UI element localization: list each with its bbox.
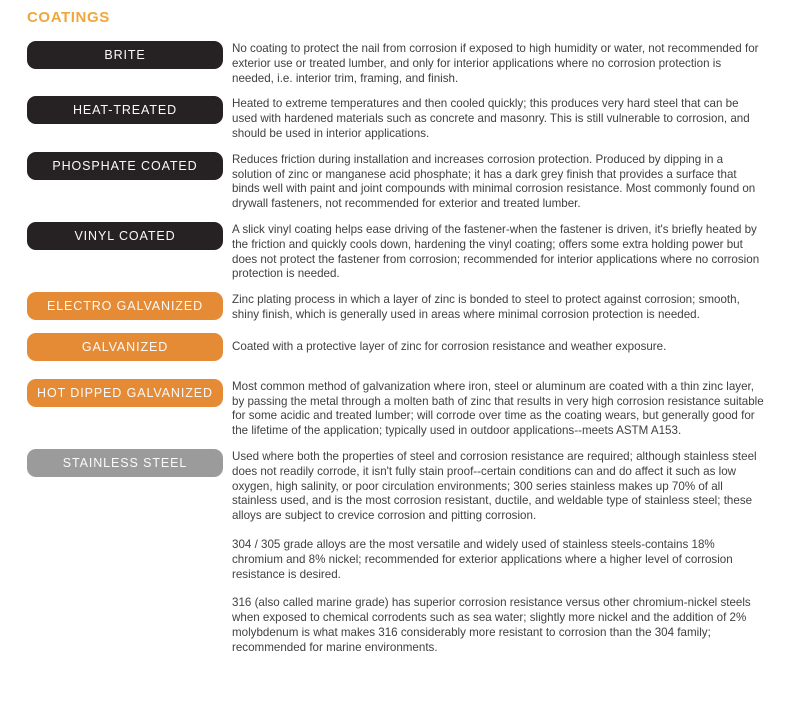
coating-badge-stainless-steel: STAINLESS STEEL [27,449,223,477]
coating-description-hot-dipped-galvanized [232,379,765,439]
coating-description-brite [232,41,765,86]
coating-row-heat-treated [27,96,765,141]
coating-badge-phosphate-coated: PHOSPHATE COATED [27,152,223,180]
coating-badge-brite: BRITE [27,41,223,69]
coating-badge-electro-galvanized: ELECTRO GALVANIZED [27,292,223,320]
description-paragraph: 304 / 305 grade alloys are the most versatile and widely used of stainless steels-contains 18% chromium and 8% nickel; recommended for exterior applications where a higher level of corrosion resistance is desired. [232,537,733,581]
coating-row-phosphate-coated [27,152,765,212]
coating-row-brite [27,41,765,86]
coating-badge-hot-dipped-galvanized: HOT DIPPED GALVANIZED [27,379,223,407]
coating-row-galvanized [27,333,765,361]
description-paragraph: Heated to extreme temperatures and then cooled quickly; this produces very hard steel that can be used with hardened materials such as concrete and masonry. This is still vulnerable to corrosion, and should be used in interior applications. [232,97,750,140]
description-paragraph: Most common method of galvanization where iron, steel or aluminum are coated with a thin zinc layer, by passing the metal through a molten bath of zinc that results in very high corrosion resistance suitable for some acidic and treated lumber; will corrode over time as the coating wears, but generally good for the lifetime of the application; typically used in outdoor applications--meets ASTM A153. [232,379,764,438]
description-paragraph: Used where both the properties of steel and corrosion resistance are required; although stainless steel does not readily corrode, it isn't fully stain proof--certain conditions can and do affect it such as low oxygen, high salinity, or poor circulation environments; 300 series stainless makes up 70% of all stainless used, and is the most corrosion resistant, ductile, and weldable type of stainless steel; these alloys are subject to crevice corrosion and pitting corrosion. [232,449,757,523]
description-paragraph: Zinc plating process in which a layer of zinc is bonded to steel to protect against corrosion; smooth, shiny finish, which is generally used in areas where minimal corrosion protection is needed. [232,293,740,321]
coating-description-galvanized [232,339,765,355]
coating-row-electro-galvanized [27,292,765,323]
coating-description-electro-galvanized [232,292,765,323]
coating-description-vinyl-coated [232,222,765,282]
coating-badge-heat-treated: HEAT-TREATED [27,96,223,124]
description-paragraph: 316 (also called marine grade) has superior corrosion resistance versus other chromium-nickel steels when exposed to chemical corrodents such as sea water; slightly more nickel and the addition of 2% molybdenum is what makes 316 considerably more resistant to corrosion than the 304 family; recommended for marine environments. [232,596,751,654]
description-paragraph: Reduces friction during installation and increases corrosion protection. Produced by dipping in a solution of zinc or manganese acid phosphate; it has a dark grey finish that provides a surface that binds well with paint and joint compounds with minimal corrosion resistance. Most commonly found on drywall fasteners, not recommended for exterior and treated lumber. [232,152,756,211]
coating-badge-galvanized: GALVANIZED [27,333,223,361]
coating-row-vinyl-coated [27,222,765,282]
description-paragraph: No coating to protect the nail from corrosion if exposed to high humidity or water, not recommended for exterior use or treated lumber, and only for interior applications where no corrosion protection is needed, i.e. interior trim, framing, and finish. [232,42,759,85]
description-paragraph: A slick vinyl coating helps ease driving of the fastener-when the fastener is driven, it's briefly heated by the friction and quickly cools down, hardening the vinyl coating; offers some extra holding power but does not protect the fastener from corrosion; recommended for interior applications where no corrosion protection is needed. [232,222,760,281]
coating-description-phosphate-coated [232,152,765,212]
coating-description-heat-treated [232,96,765,141]
description-paragraph: Coated with a protective layer of zinc for corrosion resistance and weather exposure. [232,339,667,353]
page-title: COATINGS [27,9,110,26]
coating-description-stainless-steel [232,449,765,656]
coating-badge-vinyl-coated: VINYL COATED [27,222,223,250]
coating-row-hot-dipped-galvanized [27,379,765,439]
coating-row-stainless-steel [27,449,765,656]
